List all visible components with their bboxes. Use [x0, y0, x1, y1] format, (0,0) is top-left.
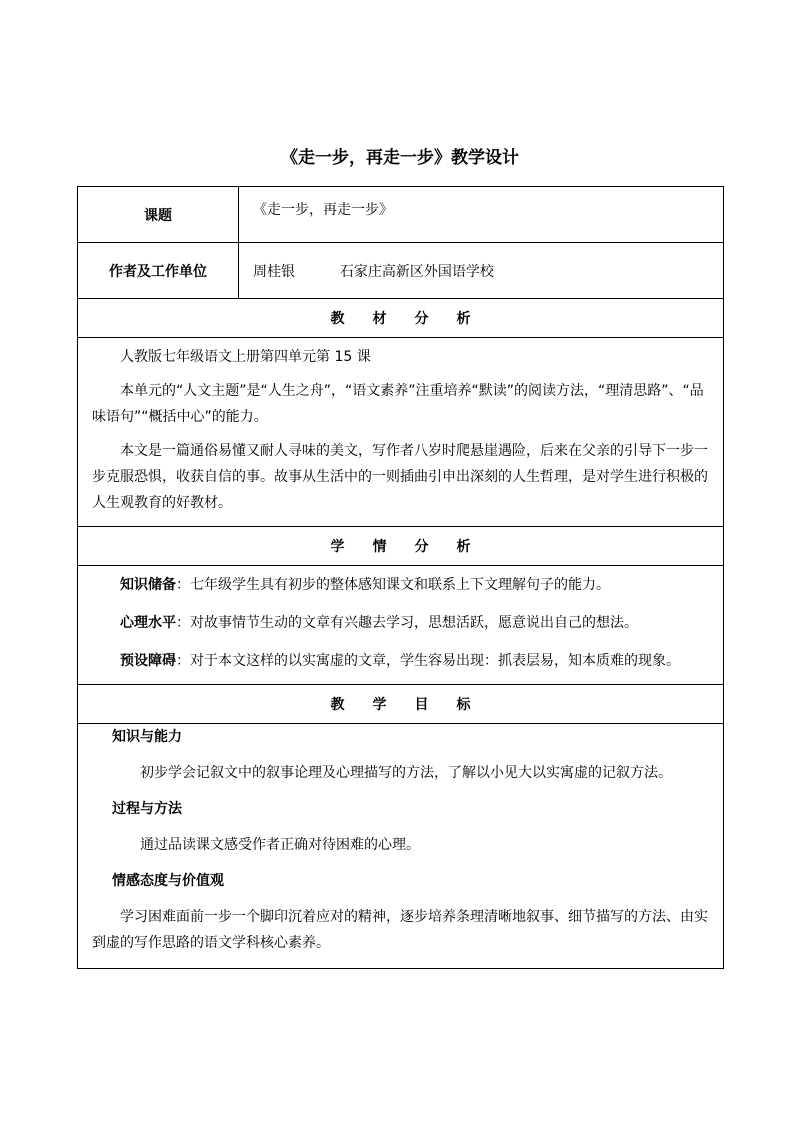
goals-body [78, 724, 724, 969]
psychological-level-text: ：对故事情节生动的文章有兴趣去学习，思想活跃，愿意说出自己的想法。 [176, 615, 638, 631]
goal-process-label: 过程与方法 [112, 801, 182, 817]
author-row [78, 243, 724, 299]
material-heading-row [78, 299, 724, 338]
psychological-level-label: 心理水平 [120, 615, 176, 631]
expected-obstacles [78, 648, 723, 674]
knowledge-reserve [78, 572, 723, 598]
goal-knowledge-label: 知识与能力 [112, 729, 182, 745]
knowledge-reserve-text: ：七年级学生具有初步的整体感知课文和联系上下文理解句子的能力。 [176, 577, 610, 593]
author-name: 周桂银 [253, 263, 295, 280]
topic-label: 课题 [78, 187, 239, 243]
author-label: 作者及工作单位 [78, 243, 239, 299]
lesson-plan-table [77, 186, 724, 969]
goals-heading: 教 学 目 标 [78, 685, 724, 724]
knowledge-reserve-label: 知识储备 [120, 577, 176, 593]
author-cell [239, 243, 724, 299]
student-body [78, 566, 724, 685]
goal-knowledge-text: 初步学会记叙文中的叙事论理及心理描写的方法，了解以小见大以实寓虚的记叙方法。 [140, 765, 672, 781]
expected-obstacles-text: ：对于本文这样的以实寓虚的文章，学生容易出现：抓表层易，知本质难的现象。 [176, 653, 680, 669]
material-paragraph-3: 本文是一篇通俗易懂又耐人寻味的美文，写作者八岁时爬悬崖遇险，后来在父亲的引导下一步一步克服恐惧，收获自信的事。故事从生活中的一则插曲引申出深刻的人生哲理，是对学生进行积极的人生观教育的好教材。 [92, 443, 708, 511]
author-org: 石家庄高新区外国语学校 [339, 263, 494, 280]
student-body-row [78, 566, 724, 685]
document-title: 《走一步，再走一步》教学设计 [281, 148, 519, 168]
psychological-level [78, 610, 723, 636]
material-paragraph-1: 人教版七年级语文上册第四单元第 15 课 [120, 349, 371, 365]
topic-value: 《走一步，再走一步》 [239, 187, 724, 243]
goal-attitude-text: 学习困难面前一步一个脚印沉着应对的精神，逐步培养条理清晰地叙事、细节描写的方法、由实到虚的写作思路的语文学科核心素养。 [92, 909, 708, 951]
material-body [78, 338, 724, 527]
material-paragraph-2: 本单元的“人文主题”是“人生之舟”，“语文素养”注重培养“默读”的阅读方法，“理清思路”、“品味语句”“概括中心”的能力。 [92, 383, 704, 425]
goals-heading-row [78, 685, 724, 724]
student-heading-row [78, 527, 724, 566]
material-heading: 教 材 分 析 [78, 299, 724, 338]
material-body-row [78, 338, 724, 527]
student-heading: 学 情 分 析 [78, 527, 724, 566]
topic-row [78, 187, 724, 243]
expected-obstacles-label: 预设障碍 [120, 653, 176, 669]
goals-body-row [78, 724, 724, 969]
goal-process-text: 通过品读课文感受作者正确对待困难的心理。 [140, 837, 420, 853]
goal-attitude-label: 情感态度与价值观 [112, 873, 224, 889]
